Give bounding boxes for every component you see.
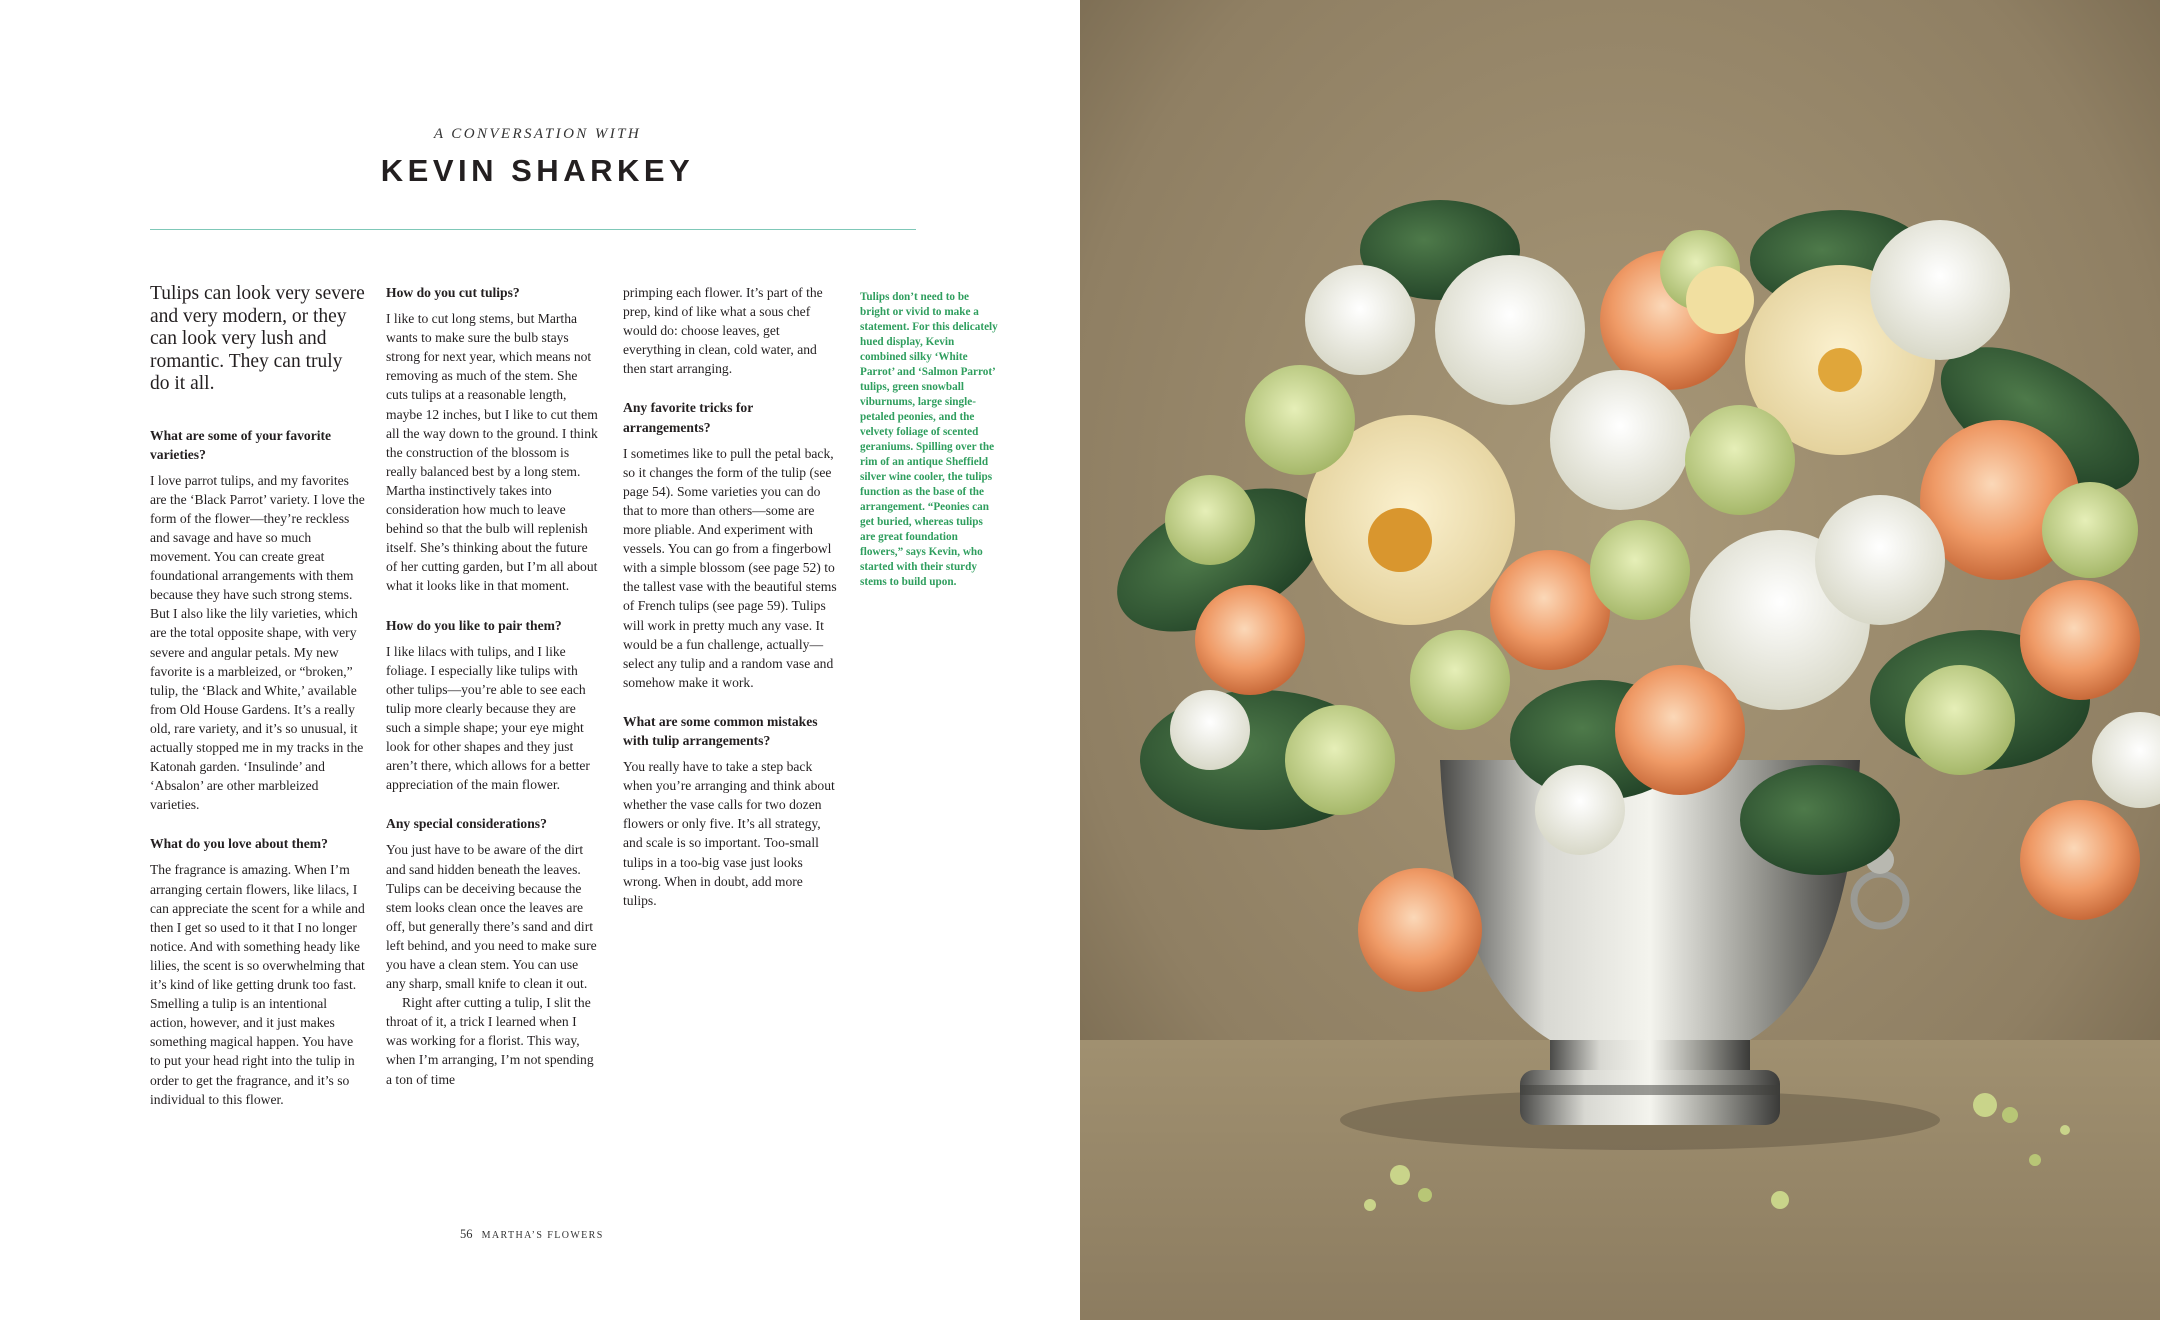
photo-caption: Tulips don’t need to be bright or vivid to make a statement. For this delicately hued display, Kevin combined silky ‘White Parrot’ and ‘Salmon Parrot’ tulips, green snowball viburnums, large single-petaled peonies, and the velvety foliage of scented geraniums. Spilling over the rim of an antique Sheffield silver wine cooler, the tulips function as the base of the arrangement. “Peonies can get buried, whereas tulips are great foundation flowers,” says Kevin, who started with their sturdy stems to build upon. bbox=[860, 291, 998, 588]
answer: I sometimes like to pull the petal back, so it changes the form of the tulip (see page 54). Some varieties you can do that to more than others—some are more pliable. And experiment with vessels. You can go from a fingerbowl with a simple blossom (see page 52) to the tallest vase with the beautiful stems of French tulips (see page 59). Tulips will work in pretty much any vase. It would be a fun challenge, actually—select any tulip and a random vase and somehow make it work. bbox=[623, 445, 837, 690]
question: Any favorite tricks for arrangements? bbox=[623, 400, 753, 435]
answer-continued: Right after cutting a tulip, I slit the throat of it, a trick I learned when I was working for a florist. This way, when I’m arranging, I’m not spending a ton of time bbox=[386, 995, 594, 1087]
folio bbox=[460, 1227, 604, 1242]
column-1 bbox=[150, 283, 365, 1129]
title-rule bbox=[150, 229, 916, 230]
question: What are some of your favorite varieties? bbox=[150, 427, 332, 462]
answer: You just have to be aware of the dirt and sand hidden beneath the leaves. Tulips can be deceiving because the stem looks clean once the leaves are off, but generally there’s sand and dirt left behind, and you need to make sure you have a clean stem. You can use any sharp, small knife to clean it out. bbox=[386, 842, 597, 992]
question: How do you cut tulips? bbox=[386, 285, 520, 300]
question: Any special considerations? bbox=[386, 816, 547, 832]
question: How do you like to pair them? bbox=[386, 617, 562, 633]
flower-arrangement-photo bbox=[1080, 0, 2160, 1320]
kicker: A CONVERSATION WITH bbox=[433, 126, 642, 142]
answer: I like lilacs with tulips, and I like foliage. I especially like tulips with other tulips—you’re able to see each tulip more clearly because they are such a simple shape; your eye might look for other shapes and they just aren’t there, which allows for a better appreciation of the main flower. bbox=[386, 643, 590, 793]
running-head: MARTHA’S FLOWERS bbox=[481, 1230, 604, 1241]
page-number: 56 bbox=[460, 1227, 473, 1241]
column-3 bbox=[623, 283, 838, 930]
page-title: KEVIN SHARKEY bbox=[380, 153, 695, 188]
question: What are some common mistakes with tulip arrangements? bbox=[623, 713, 818, 748]
lead-quote: Tulips can look very severe and very modern, or they can look very lush and romantic. They can truly do it all. bbox=[150, 283, 365, 394]
answer: You really have to take a step back when you’re arranging and think about whether the vase calls for two dozen flowers or only five. It’s all strategy, and scale is so important. Too-small tulips in a too-big vase just looks wrong. When in doubt, add more tulips. bbox=[623, 759, 835, 908]
answer: I like to cut long stems, but Martha wants to make sure the bulb stays strong for next year, which means not removing as much of the stem. She cuts tulips at a reasonable length, maybe 12 inches, but I like to cut them all the way down to the ground. I think the construction of the blossom is really balanced best by a long stem. Martha instinctively takes into consideration how much to leave behind so that the bulb will replenish itself. She’s thinking about the future of her cutting garden, but I’m all about what it looks like in that moment. bbox=[386, 311, 598, 594]
answer: The fragrance is amazing. When I’m arranging certain flowers, like lilacs, I can appreciate the scent for a while and then I get so used to it that I no longer notice. And with something heady like lilies, the scent is so overwhelming that it’s kind of like getting drunk too fast. Smelling a tulip is an intentional action, however, and it just makes something magical happen. You have to put your head right into the tulip in order to get the fragrance, and it’s so individual to this flower. bbox=[150, 862, 365, 1107]
answer: I love parrot tulips, and my favorites are the ‘Black Parrot’ variety. I love the form of the flower—they’re reckless and savage and have so much movement. You can create great foundational arrangements with them because they have such strong stems. But I also like the lily varieties, which are the total opposite shape, with very severe and angular petals. My new favorite is a marbleized, or “broken,” tulip, the ‘Black and White,’ available from Old House Gardens. It’s a really old, rare variety, and it’s so unusual, it actually stopped me in my tracks in the Katonah garden. ‘Insulinde’ and ‘Absalon’ are other marbleized varieties. bbox=[150, 472, 365, 813]
answer-continued: primping each flower. It’s part of the prep, kind of like what a sous chef would do: choose leaves, get everything in clean, cold water, and then start arranging. bbox=[623, 285, 823, 377]
column-2 bbox=[386, 283, 601, 1089]
question: What do you love about them? bbox=[150, 836, 328, 852]
